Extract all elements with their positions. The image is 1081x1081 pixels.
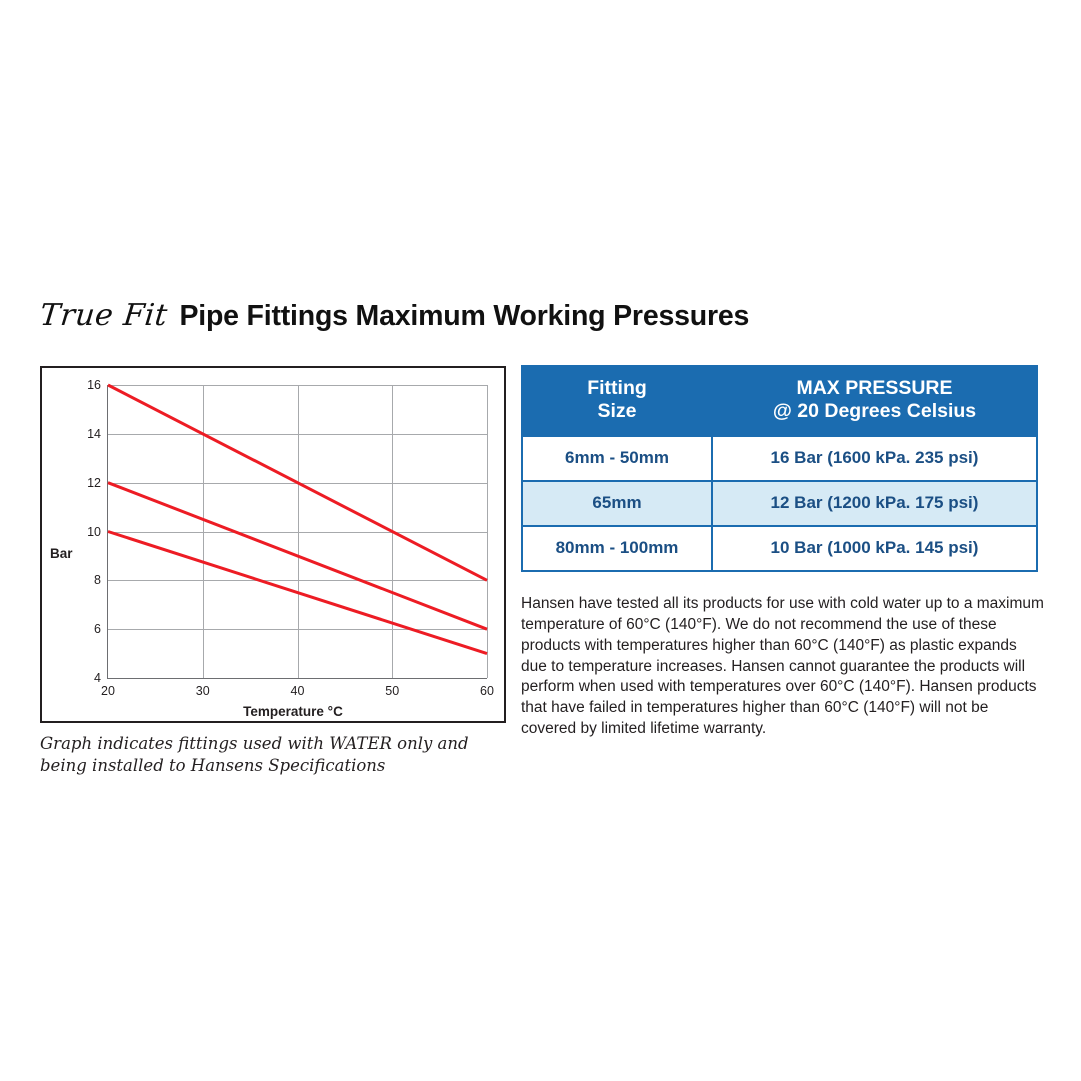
- table-cell-pressure: 10 Bar (1000 kPa. 145 psi): [712, 526, 1037, 571]
- table-cell-size: 6mm - 50mm: [522, 436, 712, 481]
- spec-table-container: [521, 365, 1038, 572]
- temperature-disclaimer-note: Hansen have tested all its products for use with cold water up to a maximum temperature of 60°C (140°F). We do not recommend the use of these products with temperatures higher than 60°C (140°F) as plastic expands due to temperature increases. Hansen cannot guarantee the products will perform when used with temperatures over 60°C (140°F). Hansen products that have failed in temperatures higher than 60°C (140°F) will not be covered by limited lifetime warranty.: [521, 595, 1044, 738]
- table-header-row: [522, 366, 1037, 436]
- table-cell-pressure: 12 Bar (1200 kPa. 175 psi): [712, 481, 1037, 526]
- chart-x-tick: 60: [480, 684, 494, 698]
- page-title-text: Pipe Fittings Maximum Working Pressures: [179, 300, 750, 332]
- table-row: [522, 436, 1037, 481]
- pressure-temperature-chart: [40, 366, 506, 723]
- brand-wordmark: True Fit: [38, 298, 170, 333]
- table-row: [522, 526, 1037, 571]
- table-row: [522, 481, 1037, 526]
- gridline-vertical: [487, 385, 488, 678]
- chart-y-tick: 14: [87, 426, 101, 441]
- table-header-max-pressure: [712, 366, 1037, 436]
- table-header-max-pressure-line2: @ 20 Degrees Celsius: [772, 400, 977, 422]
- chart-y-tick: 4: [94, 671, 101, 685]
- chart-plot-area: [87, 378, 494, 698]
- chart-x-tick: 50: [385, 684, 400, 698]
- chart-series-group: [108, 385, 487, 678]
- chart-x-tick: 40: [290, 684, 305, 698]
- chart-x-tick: 20: [101, 684, 115, 698]
- max-pressure-table: [521, 365, 1038, 572]
- chart-y-axis-title: Bar: [50, 546, 73, 561]
- chart-series-line: [108, 483, 487, 630]
- table-header-fitting-size-line2: Size: [597, 400, 637, 422]
- chart-y-tick: 10: [87, 524, 101, 539]
- table-header-fitting-size-line1: Fitting: [587, 377, 647, 399]
- table-cell-pressure: 16 Bar (1600 kPa. 235 psi): [712, 436, 1037, 481]
- chart-y-tick: 12: [87, 475, 101, 490]
- chart-x-axis-title: Temperature °C: [243, 704, 343, 719]
- chart-caption: Graph indicates fittings used with WATER only and being installed to Hansens Specifications: [40, 734, 469, 775]
- table-cell-size: 80mm - 100mm: [522, 526, 712, 571]
- chart-x-tick: 30: [195, 684, 210, 698]
- chart-y-tick: 8: [94, 573, 101, 588]
- chart-y-tick: 6: [94, 622, 101, 637]
- table-header-max-pressure-line1: MAX PRESSURE: [796, 377, 953, 399]
- table-header-fitting-size: [522, 366, 712, 436]
- chart-y-tick: 16: [87, 378, 101, 392]
- table-cell-size: 65mm: [522, 481, 712, 526]
- page-title: [40, 298, 749, 333]
